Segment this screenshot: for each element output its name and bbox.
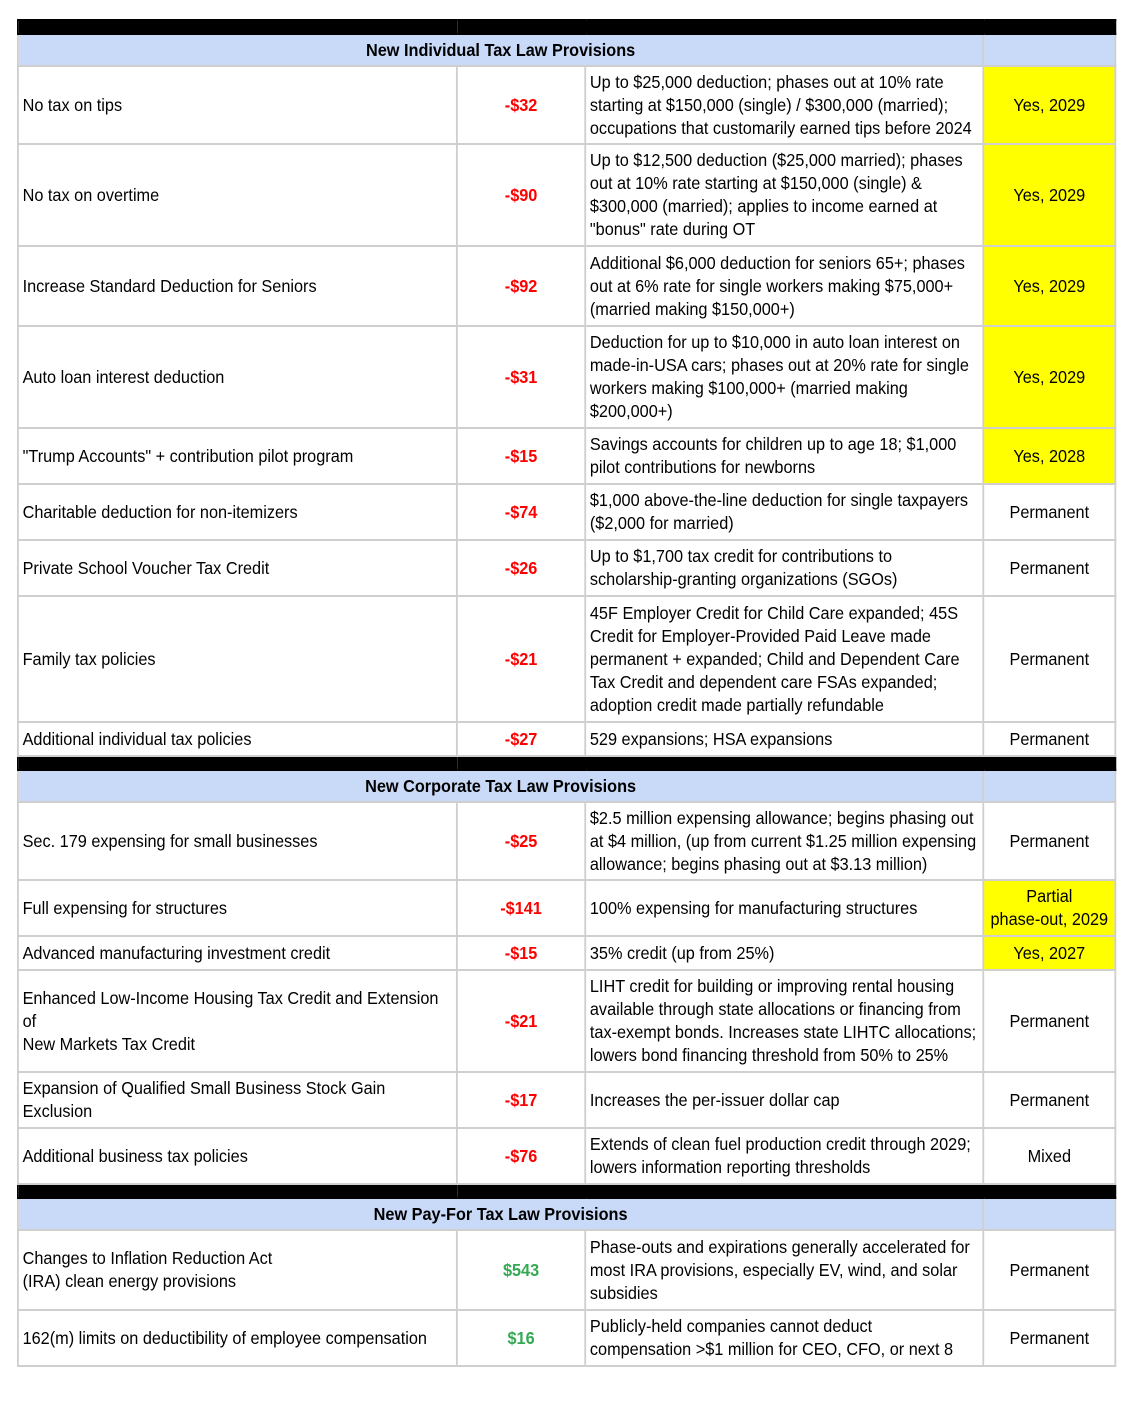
section-divider-bar <box>18 756 1115 770</box>
provision-row <box>18 596 1115 722</box>
divider-cell <box>983 20 1115 34</box>
provision-name <box>18 970 457 1072</box>
expiration-status <box>983 1128 1115 1184</box>
expiration-status <box>983 936 1115 970</box>
divider-cell <box>457 1184 585 1198</box>
provision-name: Sec. 179 expensing for small businesses <box>18 802 457 880</box>
section-divider-bar <box>18 20 1115 34</box>
details-line: out at 10% rate starting at $150,000 (single) & <box>589 173 922 193</box>
provision-row <box>18 722 1115 756</box>
provision-name <box>18 1072 457 1128</box>
cost-amount: $543 <box>457 1230 585 1310</box>
details-line: lowers information reporting thresholds <box>589 1157 871 1177</box>
provision-details <box>585 326 983 428</box>
provision-details <box>585 802 983 880</box>
section-header <box>18 1198 1115 1230</box>
cost-amount: -$141 <box>457 880 585 936</box>
details-line: 529 expansions; HSA expansions <box>589 728 833 749</box>
cost-amount: -$76 <box>457 1128 585 1184</box>
cost-amount: -$31 <box>457 326 585 428</box>
cost-amount: -$92 <box>457 246 585 326</box>
expiration-line: Permanent <box>1009 557 1090 578</box>
details-line: 45F Employer Credit for Child Care expanded; 45S <box>589 602 959 623</box>
cost-amount: -$15 <box>457 936 585 970</box>
provision-row <box>18 428 1115 484</box>
provision-name: Auto loan interest deduction <box>18 326 457 428</box>
provision-details <box>585 1128 983 1184</box>
details-line: "bonus" rate during OT <box>589 219 756 239</box>
expiration-status <box>983 1072 1115 1128</box>
section-title: New Pay-For Tax Law Provisions <box>18 1198 983 1230</box>
divider-cell <box>457 756 585 770</box>
divider-cell <box>585 20 983 34</box>
expiration-status <box>983 484 1115 540</box>
details-line: pilot contributions for newborns <box>589 457 816 477</box>
details-line: $1,000 above-the-line deduction for single taxpayers <box>589 490 969 510</box>
expiration-status <box>983 326 1115 428</box>
expiration-line: phase-out, 2029 <box>990 909 1109 929</box>
provision-row <box>18 484 1115 540</box>
section-header <box>18 34 1115 66</box>
details-line: Increases the per-issuer dollar cap <box>589 1089 840 1110</box>
section-header-blank <box>983 34 1115 66</box>
expiration-line: Permanent <box>1009 728 1090 749</box>
details-line: Additional $6,000 deduction for seniors 65+; phases <box>589 252 965 273</box>
details-line: workers making $100,000+ (married making <box>589 378 908 398</box>
details-line: $2.5 million expensing allowance; begins phasing out <box>589 807 974 828</box>
expiration-line: Partial <box>1026 886 1073 906</box>
provision-name-line: (IRA) clean energy provisions <box>22 1271 237 1291</box>
divider-cell <box>18 1184 457 1198</box>
provision-row <box>18 1310 1115 1366</box>
provision-row <box>18 246 1115 326</box>
details-line: tax-exempt bonds. Increases state LIHTC allocations; <box>589 1022 977 1042</box>
provision-details <box>585 596 983 722</box>
provision-name: Additional business tax policies <box>18 1128 457 1184</box>
provision-row <box>18 1128 1115 1184</box>
provision-name: No tax on tips <box>18 66 457 144</box>
details-line: out at 6% rate for single workers making $75,000+ <box>589 275 954 296</box>
details-line: adoption credit made partially refundable <box>589 694 884 715</box>
expiration-status <box>983 596 1115 722</box>
provision-row <box>18 66 1115 144</box>
section-header-blank <box>983 1198 1115 1230</box>
section-header <box>18 770 1115 802</box>
provision-row <box>18 1230 1115 1310</box>
expiration-line: Yes, 2027 <box>1013 942 1086 963</box>
details-line: Tax Credit and dependent care FSAs expanded; <box>589 671 938 692</box>
divider-cell <box>18 756 457 770</box>
details-line: lowers bond financing threshold from 50% to 25% <box>589 1045 949 1065</box>
details-line: made-in-USA cars; phases out at 20% rate for single <box>589 355 969 375</box>
expiration-line: Yes, 2029 <box>1013 275 1086 296</box>
expiration-status <box>983 802 1115 880</box>
provision-name: No tax on overtime <box>18 144 457 246</box>
divider-cell <box>983 756 1115 770</box>
details-line: most IRA provisions, especially EV, wind, and solar <box>589 1259 958 1280</box>
details-line: compensation >$1 million for CEO, CFO, or next 8 <box>589 1339 954 1359</box>
provision-name: Private School Voucher Tax Credit <box>18 540 457 596</box>
details-line: at $4 million, (up from current $1.25 million expensing <box>589 830 977 851</box>
provision-name-line: New Markets Tax Credit <box>22 1033 196 1054</box>
expiration-status <box>983 722 1115 756</box>
provision-name-line: Enhanced Low-Income Housing Tax Credit and Extension of <box>22 987 439 1031</box>
cost-amount: -$27 <box>457 722 585 756</box>
expiration-line: Permanent <box>1009 501 1090 522</box>
expiration-line: Yes, 2028 <box>1013 445 1086 466</box>
provision-details <box>585 66 983 144</box>
details-line: available through state allocations or financing from <box>589 999 961 1019</box>
provision-name: 162(m) limits on deductibility of employee compensation <box>18 1310 457 1366</box>
expiration-line: Permanent <box>1009 1010 1090 1031</box>
expiration-status <box>983 540 1115 596</box>
tax-provisions-sheet <box>17 19 1114 1367</box>
provision-details <box>585 540 983 596</box>
cost-amount: -$17 <box>457 1072 585 1128</box>
details-line: 35% credit (up from 25%) <box>589 942 775 963</box>
details-line: Up to $25,000 deduction; phases out at 10% rate <box>589 71 944 92</box>
provision-name-line: Expansion of Qualified Small Business Stock Gain <box>22 1078 386 1098</box>
expiration-status <box>983 1230 1115 1310</box>
details-line: occupations that customarily earned tips before 2024 <box>589 117 972 138</box>
details-line: 100% expensing for manufacturing structures <box>589 897 918 918</box>
details-line: Savings accounts for children up to age 18; $1,000 <box>589 434 957 454</box>
expiration-status <box>983 1310 1115 1366</box>
details-line: allowance; begins phasing out at $3.13 million) <box>589 853 928 874</box>
provision-name: Family tax policies <box>18 596 457 722</box>
details-line: Extends of clean fuel production credit through 2029; <box>589 1134 971 1154</box>
section-title: New Individual Tax Law Provisions <box>18 34 983 66</box>
divider-cell <box>983 1184 1115 1198</box>
provision-name: Advanced manufacturing investment credit <box>18 936 457 970</box>
cost-amount: -$32 <box>457 66 585 144</box>
divider-cell <box>585 756 983 770</box>
provision-row <box>18 936 1115 970</box>
cost-amount: $16 <box>457 1310 585 1366</box>
cost-amount: -$21 <box>457 970 585 1072</box>
details-line: $300,000 (married); applies to income earned at <box>589 196 938 216</box>
details-line: scholarship-granting organizations (SGOs) <box>589 569 898 589</box>
details-line: ($2,000 for married) <box>589 513 734 533</box>
details-line: Up to $1,700 tax credit for contributions to <box>589 546 893 566</box>
provision-details <box>585 428 983 484</box>
divider-cell <box>18 20 457 34</box>
cost-amount: -$15 <box>457 428 585 484</box>
provision-row <box>18 540 1115 596</box>
expiration-line: Permanent <box>1009 1089 1090 1110</box>
expiration-status <box>983 428 1115 484</box>
details-line: Up to $12,500 deduction ($25,000 married); phases <box>589 150 963 170</box>
provision-details <box>585 970 983 1072</box>
provision-name <box>18 1230 457 1310</box>
expiration-status <box>983 970 1115 1072</box>
cost-amount: -$74 <box>457 484 585 540</box>
expiration-status <box>983 246 1115 326</box>
details-line: Credit for Employer-Provided Paid Leave made <box>589 625 931 646</box>
provision-name: Charitable deduction for non-itemizers <box>18 484 457 540</box>
provision-details <box>585 1072 983 1128</box>
cost-amount: -$21 <box>457 596 585 722</box>
provision-name-line: Changes to Inflation Reduction Act <box>22 1248 273 1268</box>
section-header-blank <box>983 770 1115 802</box>
provision-row <box>18 880 1115 936</box>
details-line: permanent + expanded; Child and Dependent Care <box>589 648 960 669</box>
expiration-line: Permanent <box>1009 1259 1090 1280</box>
expiration-line: Yes, 2029 <box>1013 366 1086 387</box>
provision-row <box>18 326 1115 428</box>
expiration-line: Mixed <box>1027 1145 1072 1166</box>
provision-row <box>18 802 1115 880</box>
details-line: starting at $150,000 (single) / $300,000 (married); <box>589 94 949 115</box>
details-line: (married making $150,000+) <box>589 298 795 319</box>
expiration-line: Permanent <box>1009 648 1090 669</box>
cost-amount: -$26 <box>457 540 585 596</box>
provision-details <box>585 936 983 970</box>
details-line: Phase-outs and expirations generally accelerated for <box>589 1236 970 1257</box>
provision-details <box>585 722 983 756</box>
provision-details <box>585 246 983 326</box>
expiration-line: Permanent <box>1009 830 1090 851</box>
provision-details <box>585 144 983 246</box>
expiration-line: Yes, 2029 <box>1013 94 1086 115</box>
section-title: New Corporate Tax Law Provisions <box>18 770 983 802</box>
details-line: Publicly-held companies cannot deduct <box>589 1316 873 1336</box>
section-divider-bar <box>18 1184 1115 1198</box>
provision-row <box>18 1072 1115 1128</box>
provision-name: Full expensing for structures <box>18 880 457 936</box>
provision-row <box>18 970 1115 1072</box>
expiration-status <box>983 880 1115 936</box>
divider-cell <box>457 20 585 34</box>
divider-cell <box>585 1184 983 1198</box>
expiration-status <box>983 144 1115 246</box>
provision-name: "Trump Accounts" + contribution pilot program <box>18 428 457 484</box>
expiration-line: Yes, 2029 <box>1013 184 1086 205</box>
provision-details <box>585 484 983 540</box>
expiration-status <box>983 66 1115 144</box>
expiration-line: Permanent <box>1009 1327 1090 1348</box>
provision-name: Additional individual tax policies <box>18 722 457 756</box>
details-line: LIHT credit for building or improving rental housing <box>589 976 955 996</box>
provision-name: Increase Standard Deduction for Seniors <box>18 246 457 326</box>
provisions-table <box>17 19 1116 1367</box>
details-line: Deduction for up to $10,000 in auto loan interest on <box>589 332 960 352</box>
provision-details <box>585 1230 983 1310</box>
provision-details <box>585 880 983 936</box>
details-line: $200,000+) <box>589 401 673 421</box>
provision-name-line: Exclusion <box>22 1101 93 1121</box>
cost-amount: -$90 <box>457 144 585 246</box>
cost-amount: -$25 <box>457 802 585 880</box>
provision-details <box>585 1310 983 1366</box>
provision-row <box>18 144 1115 246</box>
details-line: subsidies <box>589 1282 658 1303</box>
